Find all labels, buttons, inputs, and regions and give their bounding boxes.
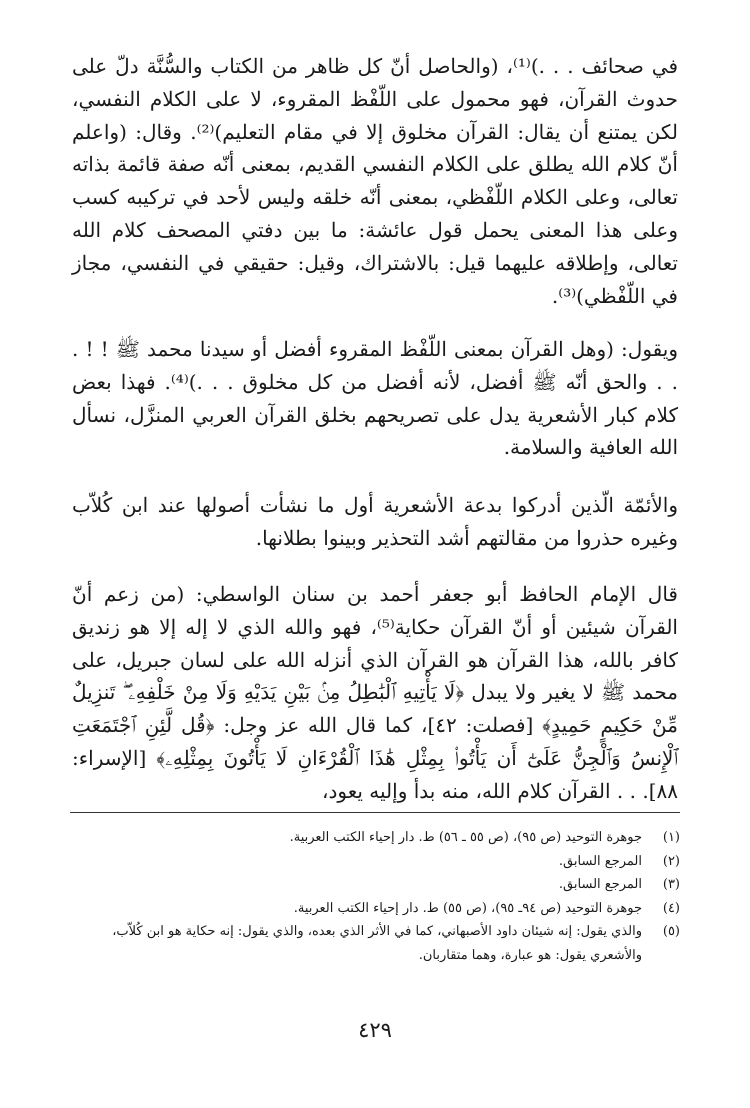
body-paragraph-1: في صحائف . . .)⁽¹⁾، (والحاصل أنّ كل ظاهر من الكتاب والسُّنَّة دلّ على حدوث القرآن، فهو محمول على اللّفْظ المقروء، لا على الكلام النفسي، لكن يمتنع أن يقال: القرآن مخلوق إلا في مقام التعليم)⁽²⁾. وقال: (واعلم أنّ كلام الله يطلق على الكلام النفسي القديم، بمعنى أنّه صفة قائمة بذاته تعالى، وعلى الكلام اللّفْظي، بمعنى أنّه خلقه وليس لأحد في تركيبه كسب وعلى هذا المعنى يحمل قول عائشة: ما بين دفتي المصحف كلام الله تعالى، وإطلاقه عليهما قيل: بالاشتراك، وقيل: حقيقي في النفسي، مجاز في اللّفْظي)⁽³⁾. xyxy=(72,54,679,308)
body-paragraph-3: والأئمّة الّذين أدركوا بدعة الأشعرية أول ما نشأت أصولها عند ابن كُلاّب وغيره حذروا من مقالتهم أشد التحذير وبينوا بطلانها. xyxy=(72,493,679,550)
footnote-number: (١) xyxy=(662,830,680,845)
footnote-1 xyxy=(70,826,680,850)
footnote-text: جوهرة التوحيد (ص ٩٤ـ ٩٥)، (ص ٥٥) ط. دار إحياء الكتب العربية. xyxy=(293,900,642,916)
footnote-number: (٤) xyxy=(662,900,680,916)
footnote-text: والذي يقول: إنه شيئان داود الأصبهاني، كما في الأثر الذي بعده، والذي يقول: إنه حكاية هو ابن كُلاّب، والأشعري يقول: هو عبارة، وهما متقاربان. xyxy=(112,924,642,963)
footnote-5 xyxy=(70,920,680,967)
footnote-3 xyxy=(70,873,680,897)
footnote-number: (٥) xyxy=(662,924,680,939)
footnote-number: (٢) xyxy=(662,853,680,869)
footnote-text: جوهرة التوحيد (ص ٩٥)، (ص ٥٥ ـ ٥٦) ط. دار إحياء الكتب العربية. xyxy=(289,830,642,845)
footnote-2 xyxy=(70,850,680,874)
footnote-4 xyxy=(70,897,680,921)
footnote-separator xyxy=(70,812,680,813)
footnote-number: (٣) xyxy=(662,877,680,892)
footnote-text: المرجع السابق. xyxy=(558,877,642,892)
footnote-text: المرجع السابق. xyxy=(558,853,642,869)
footnotes-list xyxy=(70,826,680,967)
body-paragraph-4: قال الإمام الحافظ أبو جعفر أحمد بن سنان الواسطي: (من زعم أنّ القرآن شيئين أو أنّ القرآن حكاية⁽⁵⁾، فهو والله الذي لا إله إلا هو زنديق كافر بالله، هذا القرآن هو القرآن الذي أنزله الله على لسان جبريل، على محمد ﷺ لا يغير ولا يبدل ﴿لَا يَأْتِيهِ ٱلْبَٰطِلُ مِنۢ بَيْنِ يَدَيْهِ وَلَا مِنْ خَلْفِهِۦ ۖ تَنزِيلٌ مِّنْ حَكِيمٍ حَمِيدٍ﴾ [فصلت: ٤٢]، كما قال الله عز وجل: ﴿قُل لَّئِنِ ٱجْتَمَعَتِ ٱلْإِنسُ وَٱلْجِنُّ عَلَىٰٓ أَن يَأْتُوا۟ بِمِثْلِ هَٰذَا ٱلْقُرْءَانِ لَا يَأْتُونَ بِمِثْلِهِۦ﴾ [الإسراء: ٨٨]. . . القرآن كلام الله، منه بدأ وإليه يعود، xyxy=(72,582,678,803)
page-number: ٤٢٩ xyxy=(358,1018,392,1042)
body-paragraph-2: ويقول: (وهل القرآن بمعنى اللّفْظ المقروء أفضل أو سيدنا محمد ﷺ ! ! . . . والحق أنّه ﷺ أفضل، لأنه أفضل من كل مخلوق . . .)⁽⁴⁾. فهذا بعض كلام كبار الأشعرية يدل على تصريحهم بخلق القرآن العربي المنزَّل، نسأل الله العافية والسلامة. xyxy=(72,337,678,460)
